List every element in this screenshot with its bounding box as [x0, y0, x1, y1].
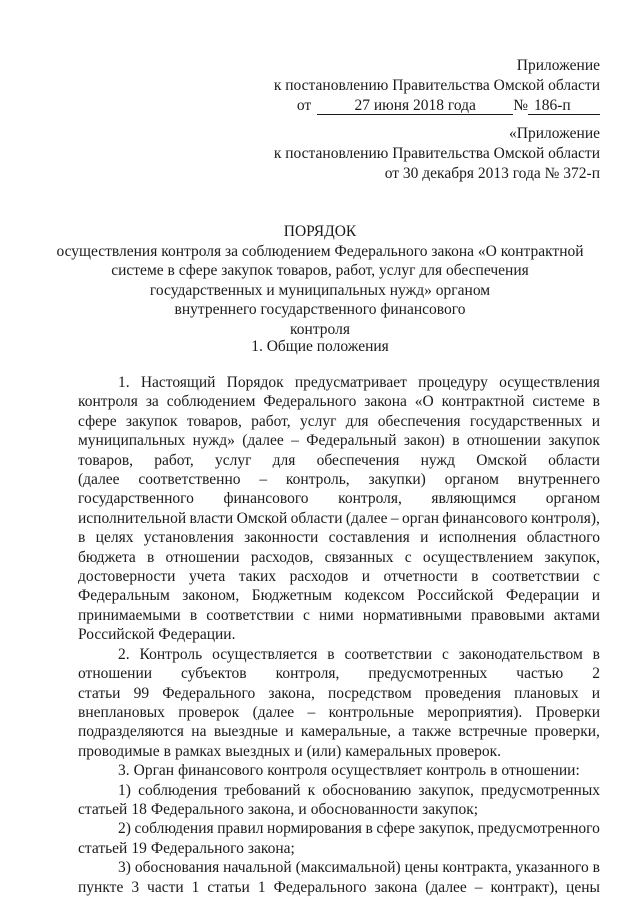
attachment-label: «Приложение — [509, 125, 600, 142]
body-line: 3) обоснования начальной (максимальной) цены контракта, указанного в — [118, 859, 600, 877]
body-line: отношении субъектов контроля, предусмотренных частью 2 — [78, 665, 600, 683]
title-line: внутреннего государственного финансового — [174, 301, 466, 318]
body-line: достоверности учета таких расходов и отчетности в соответствии с — [78, 568, 600, 586]
resolution-reference: к постановлению Правительства Омской области — [273, 145, 600, 162]
body-line: 2) соблюдения правил нормирования в сфере закупок, предусмотренного — [118, 820, 600, 838]
body-line: статьей 18 Федерального закона, и обоснованности закупок; — [78, 800, 479, 818]
resolution-reference: к постановлению Правительства Омской области — [273, 77, 600, 94]
resolution-date-line — [274, 96, 600, 116]
resolution-date: 27 июня 2018 года — [317, 97, 513, 115]
body-line: пункте 3 части 1 статьи 1 Федерального закона (далее – контракт), цены — [78, 878, 600, 896]
body-line: бюджета в отношении расходов, связанных с осуществлением закупок, — [78, 548, 600, 566]
body-line: 1) соблюдения требований к обоснованию закупок, предусмотренных — [118, 781, 600, 799]
date-prefix: от — [296, 97, 312, 114]
body-line: подразделяются на выездные и камеральные, а также встречные проверки, — [78, 723, 600, 741]
body-line: контроля за соблюдением Федерального закона «О контрактной системе в — [78, 393, 600, 411]
resolution-date-line: от 30 декабря 2013 года № 372-п — [384, 165, 600, 182]
body-line: проводимые в рамках выездных и (или) камеральных проверок. — [78, 742, 501, 760]
body-text — [78, 373, 600, 897]
title-heading: ПОРЯДОК — [283, 223, 357, 240]
body-line: внеплановых проверок (далее – контрольные мероприятия). Проверки — [78, 703, 600, 721]
document-title — [40, 222, 600, 339]
body-line: (далее соответственно – контроль, закупки) органом внутреннего — [78, 471, 600, 489]
attachment-label: Приложение — [516, 57, 600, 74]
body-line: статьи 99 Федерального закона, посредством проведения плановых и — [78, 684, 600, 702]
title-line: государственных и муниципальных нужд» органом — [149, 281, 491, 299]
body-line: муниципальных нужд» (далее – Федеральный закон) в отношении закупок — [78, 432, 600, 450]
title-line: системе в сфере закупок товаров, работ, услуг для обеспечения — [111, 262, 529, 279]
body-line: Федеральным законом, Бюджетным кодексом Российской Федерации и — [78, 587, 600, 605]
body-line: принимаемыми в соответствии с ними нормативными правовыми актами — [78, 606, 600, 624]
body-line: государственного финансового контроля, являющимся органом — [78, 490, 600, 508]
body-line: 2. Контроль осуществляется в соответствии с законодательством в — [118, 645, 600, 663]
body-line: товаров, работ, услуг для обеспечения нужд Омской области — [78, 451, 600, 469]
section-heading: 1. Общие положения — [251, 338, 389, 355]
number-sign: № — [513, 97, 528, 114]
attachment-header-current — [274, 56, 600, 116]
title-line: осуществления контроля за соблюдением Федерального закона «О контрактной — [56, 242, 584, 260]
body-line: исполнительной власти Омской области (далее – орган финансового контроля), — [78, 509, 600, 527]
attachment-header-previous — [274, 124, 600, 184]
title-line: контроля — [290, 320, 350, 338]
body-line: в целях установления законности составления и исполнения областного — [78, 529, 600, 547]
body-line: 3. Орган финансового контроля осуществляет контроль в отношении: — [118, 762, 580, 780]
body-line: Российской Федерации. — [78, 626, 236, 644]
resolution-number: 186-п — [528, 97, 600, 115]
body-line: 1. Настоящий Порядок предусматривает процедуру осуществления — [118, 374, 600, 391]
body-line: сфере закупок товаров, работ, услуг для обеспечения государственных и — [78, 412, 600, 430]
body-line: статьей 19 Федерального закона; — [78, 839, 295, 857]
